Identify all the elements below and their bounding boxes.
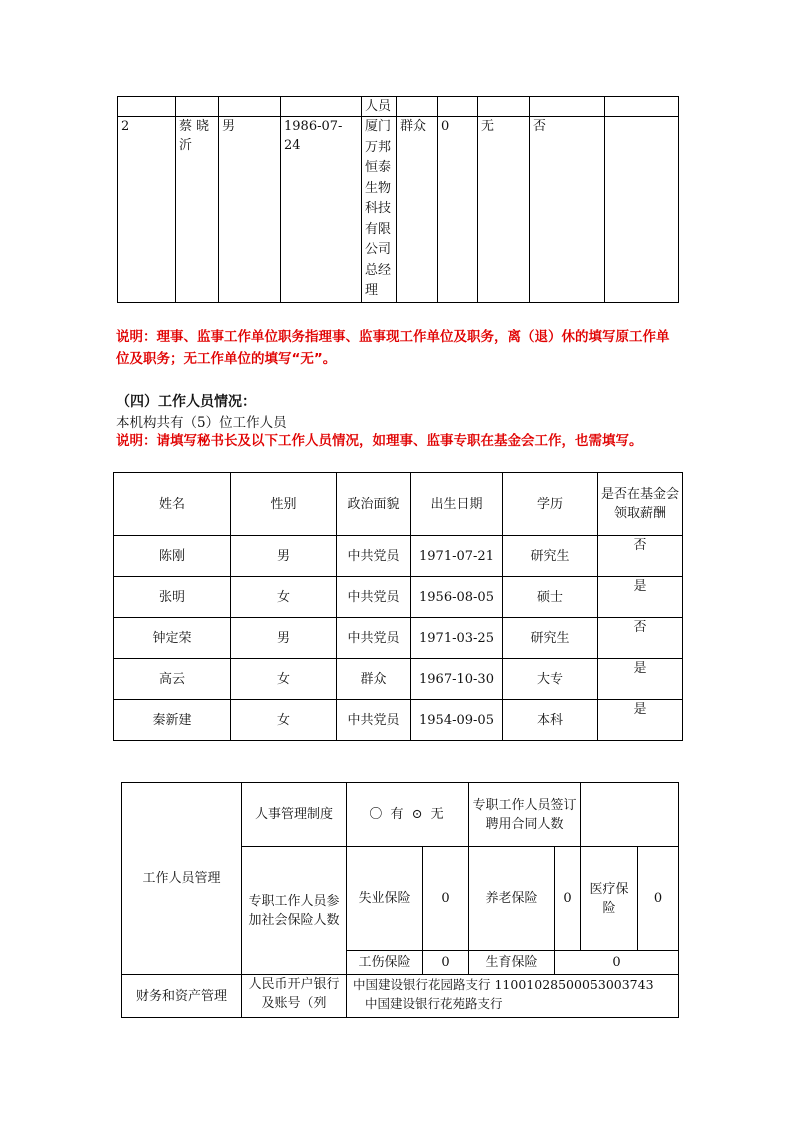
member-count: 0 [438,117,478,303]
cell [478,97,530,117]
staff-salary: 是 [598,700,683,741]
staff-gender: 男 [231,618,337,659]
member-flag: 否 [530,117,605,303]
table-row [114,618,683,659]
bank-label-text: 人民币开户银行及账号（列 [248,977,340,1011]
management-table [121,782,679,1018]
staff-education: 大专 [503,659,598,700]
note-council: 说明：理事、监事工作单位职务指理事、监事现工作单位及职务，离（退）休的填写原工作单位及职务；无工作单位的填写“无”。 [116,329,670,367]
staff-header-row [114,473,683,536]
header-birthdate: 出生日期 [411,473,503,536]
pension-value: 0 [555,847,581,951]
staff-political: 群众 [337,659,411,700]
member-top-row [118,97,679,117]
staff-table [113,472,683,741]
injury-label: 工伤保险 [347,951,423,975]
staff-education: 研究生 [503,536,598,577]
cell [219,97,281,117]
member-gender: 男 [219,117,281,303]
header-gender: 性别 [231,473,337,536]
pension-label: 养老保险 [469,847,555,951]
staff-gender: 男 [231,536,337,577]
header-political: 政治面貌 [337,473,411,536]
staff-birthdate: 1971-03-25 [411,618,503,659]
injury-value: 0 [423,951,469,975]
table-row [114,700,683,741]
unemployment-label: 失业保险 [347,847,423,951]
member-birthdate: 1986-07-24 [281,117,362,303]
bank-label [242,975,347,1018]
cell [176,97,219,117]
medical-value: 0 [638,847,679,951]
staff-name: 张明 [114,577,231,618]
staff-education: 研究生 [503,618,598,659]
member-index: 2 [118,117,176,303]
staff-political: 中共党员 [337,577,411,618]
member-table [117,96,679,303]
cell [397,97,438,117]
header-education: 学历 [503,473,598,536]
finance-label: 财务和资产管理 [122,975,242,1018]
staff-birthdate: 1971-07-21 [411,536,503,577]
maternity-label: 生育保险 [469,951,555,975]
section-heading: （四）工作人员情况： [116,394,256,410]
note-staff: 说明：请填写秘书长及以下工作人员情况，如理事、监事专职在基金会工作，也需填写。 [116,433,643,449]
cell [530,97,605,117]
staff-political: 中共党员 [337,618,411,659]
staff-gender: 女 [231,659,337,700]
member-political: 群众 [397,117,438,303]
staff-birthdate: 1967-10-30 [411,659,503,700]
finance-row [122,975,679,1018]
staff-salary: 是 [598,577,683,618]
table-row [118,117,679,303]
staff-political: 中共党员 [337,700,411,741]
cell: 人员 [362,97,397,117]
staff-political: 中共党员 [337,536,411,577]
cell [438,97,478,117]
staff-salary: 是 [598,659,683,700]
staff-education: 本科 [503,700,598,741]
hr-row [122,783,679,847]
bank-accounts [347,975,679,1018]
member-work-unit: 厦门万邦恒泰生物科技有限公司总经理 [362,117,397,303]
unemployment-value: 0 [423,847,469,951]
table-row [114,536,683,577]
hr-system-options: 〇 有 ⊙ 无 [347,783,469,847]
cell [281,97,362,117]
header-salary: 是否在基金会领取薪酬 [598,473,683,536]
staff-birthdate: 1956-08-05 [411,577,503,618]
staff-name: 高云 [114,659,231,700]
staff-count-line: 本机构共有（5）位工作人员 [116,415,287,431]
cell [605,97,679,117]
staff-education: 硕士 [503,577,598,618]
table-row [114,577,683,618]
member-name: 蔡晓沂 [176,117,219,303]
maternity-value: 0 [555,951,679,975]
hr-system-label: 人事管理制度 [242,783,347,847]
staff-birthdate: 1954-09-05 [411,700,503,741]
bank-account-1: 中国建设银行花园路支行 11001028500053003743 [353,977,654,992]
staff-salary: 否 [598,536,683,577]
staff-salary: 否 [598,618,683,659]
staff-name: 钟定荣 [114,618,231,659]
member-other: 无 [478,117,530,303]
staff-gender: 女 [231,577,337,618]
contract-count-value [581,783,679,847]
cell [605,117,679,303]
staff-gender: 女 [231,700,337,741]
header-name: 姓名 [114,473,231,536]
medical-label: 医疗保险 [581,847,638,951]
staff-mgmt-label: 工作人员管理 [122,783,242,975]
staff-name: 秦新建 [114,700,231,741]
insurance-label: 专职工作人员参加社会保险人数 [242,847,347,975]
bank-account-2: 中国建设银行花苑路支行 [365,996,503,1011]
contract-count-label: 专职工作人员签订聘用合同人数 [469,783,581,847]
table-row [114,659,683,700]
cell [118,97,176,117]
staff-name: 陈刚 [114,536,231,577]
